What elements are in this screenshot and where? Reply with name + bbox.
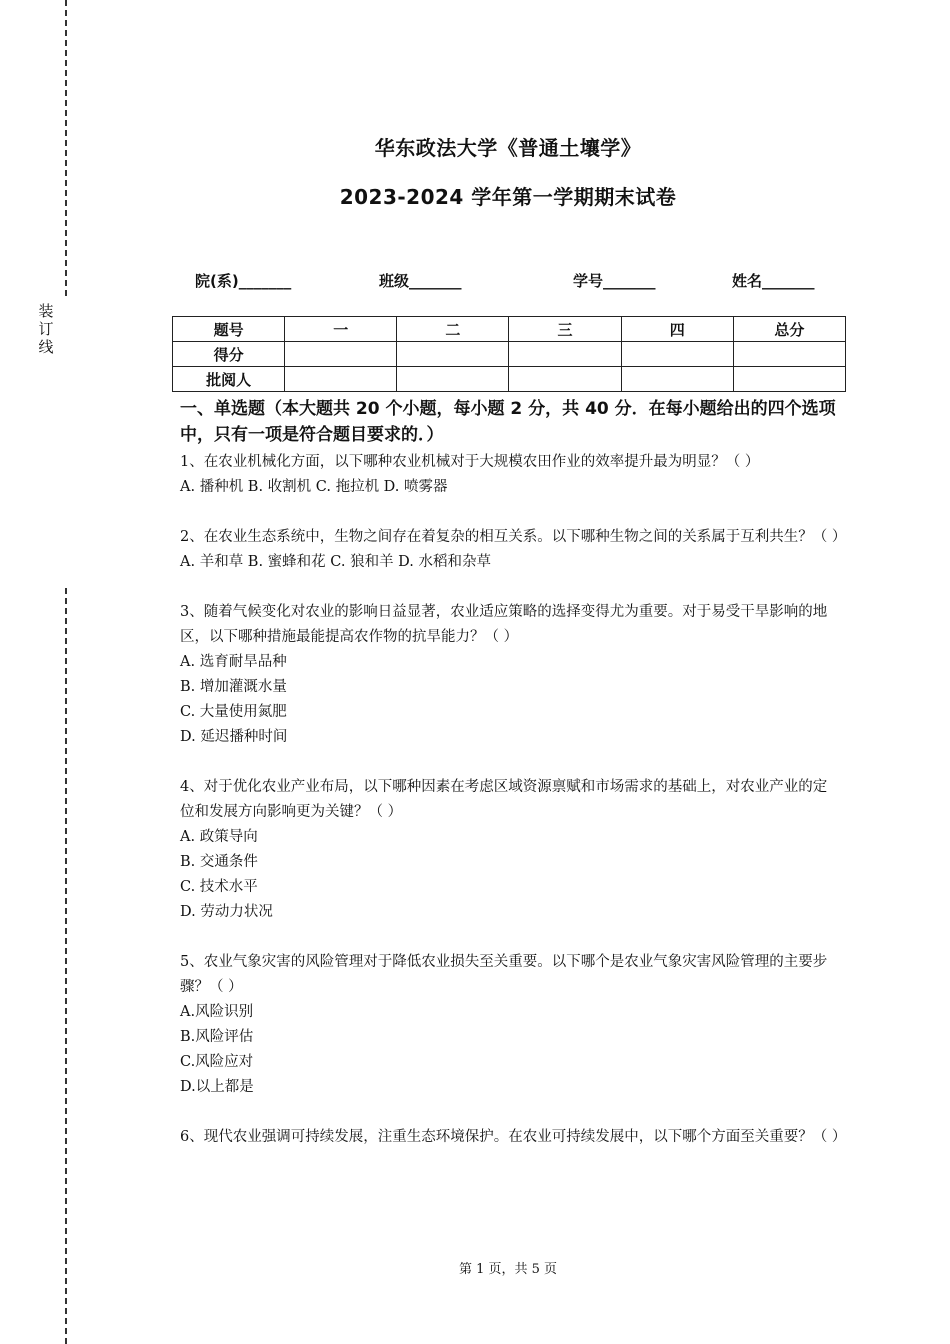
question-6 [180, 1125, 847, 1150]
option-d: D. 劳动力状况 [180, 904, 273, 920]
question-stem: 4、对于优化农业产业布局，以下哪种因素在考虑区域资源禀赋和市场需求的基础上，对农业产业的定位和发展方向影响更为关键？（ ） [180, 779, 828, 820]
option-a: A. 选育耐旱品种 [180, 654, 287, 670]
table-cell: 题号 [173, 317, 285, 342]
table-cell [621, 367, 733, 392]
option-b: B.风险评估 [180, 1029, 254, 1045]
table-cell [285, 367, 397, 392]
score-row [173, 342, 846, 367]
table-cell [397, 367, 509, 392]
question-stem: 2、在农业生态系统中，生物之间存在着复杂的相互关系。以下哪种生物之间的关系属于互利共生？（ ） [180, 529, 847, 545]
question-options: A. 羊和草 B. 蜜蜂和花 C. 狼和羊 D. 水稻和杂草 [180, 554, 492, 570]
option-d: D.以上都是 [180, 1079, 254, 1095]
table-cell: 三 [509, 317, 621, 342]
question-1 [180, 450, 840, 500]
option-c: C. 大量使用氮肥 [180, 704, 287, 720]
page-number: 第 1 页，共 5 页 [458, 1262, 558, 1277]
question-4 [180, 775, 840, 925]
exam-title: 华东政法大学《普通土壤学》 [374, 136, 642, 160]
exam-subtitle: 2023-2024 学年第一学期期末试卷 [339, 185, 677, 209]
table-cell [733, 367, 845, 392]
section-heading: 一、单选题（本大题共 20 个小题，每小题 2 分，共 40 分．在每小题给出的四个选项中，只有一项是符合题目要求的．） [180, 399, 836, 445]
option-c: C.风险应对 [180, 1054, 254, 1070]
exam-content [180, 396, 847, 1150]
option-a: A.风险识别 [180, 1004, 254, 1020]
score-table-header-row [173, 317, 846, 342]
table-cell: 批阅人 [173, 367, 285, 392]
name-field: 姓名_______ [732, 272, 815, 290]
question-2 [180, 525, 847, 575]
option-d: D. 延迟播种时间 [180, 729, 288, 745]
table-cell: 二 [397, 317, 509, 342]
binding-char: 线 [38, 338, 54, 356]
table-cell [397, 342, 509, 367]
table-cell [285, 342, 397, 367]
table-cell: 一 [285, 317, 397, 342]
table-cell [509, 367, 621, 392]
student-id-field: 学号_______ [573, 272, 656, 290]
binding-char: 装 [38, 302, 54, 320]
question-3 [180, 600, 840, 750]
table-cell: 总分 [733, 317, 845, 342]
table-cell: 四 [621, 317, 733, 342]
question-stem: 6、现代农业强调可持续发展，注重生态环境保护。在农业可持续发展中，以下哪个方面至关重要？（ ） [180, 1129, 847, 1145]
question-stem: 5、农业气象灾害的风险管理对于降低农业损失至关重要。以下哪个是农业气象灾害风险管理的主要步骤？（ ） [180, 954, 828, 995]
question-stem: 3、随着气候变化对农业的影响日益显著，农业适应策略的选择变得尤为重要。对于易受干旱影响的地区，以下哪种措施最能提高农作物的抗旱能力？（ ） [180, 604, 828, 645]
question-5 [180, 950, 840, 1100]
question-options: A. 播种机 B. 收割机 C. 拖拉机 D. 喷雾器 [180, 479, 448, 495]
department-field: 院(系)_______ [195, 272, 292, 290]
table-cell [509, 342, 621, 367]
option-b: B. 交通条件 [180, 854, 258, 870]
score-table [172, 316, 846, 392]
class-field: 班级_______ [379, 272, 462, 290]
binding-char: 订 [38, 320, 54, 338]
table-cell: 得分 [173, 342, 285, 367]
option-c: C. 技术水平 [180, 879, 258, 895]
grader-row [173, 367, 846, 392]
table-cell [733, 342, 845, 367]
option-b: B. 增加灌溉水量 [180, 679, 287, 695]
binding-dashed-line-bottom [65, 588, 67, 1344]
question-stem: 1、在农业机械化方面，以下哪种农业机械对于大规模农田作业的效率提升最为明显？（ ） [180, 454, 760, 470]
binding-line-label [36, 302, 56, 356]
option-a: A. 政策导向 [180, 829, 258, 845]
table-cell [621, 342, 733, 367]
